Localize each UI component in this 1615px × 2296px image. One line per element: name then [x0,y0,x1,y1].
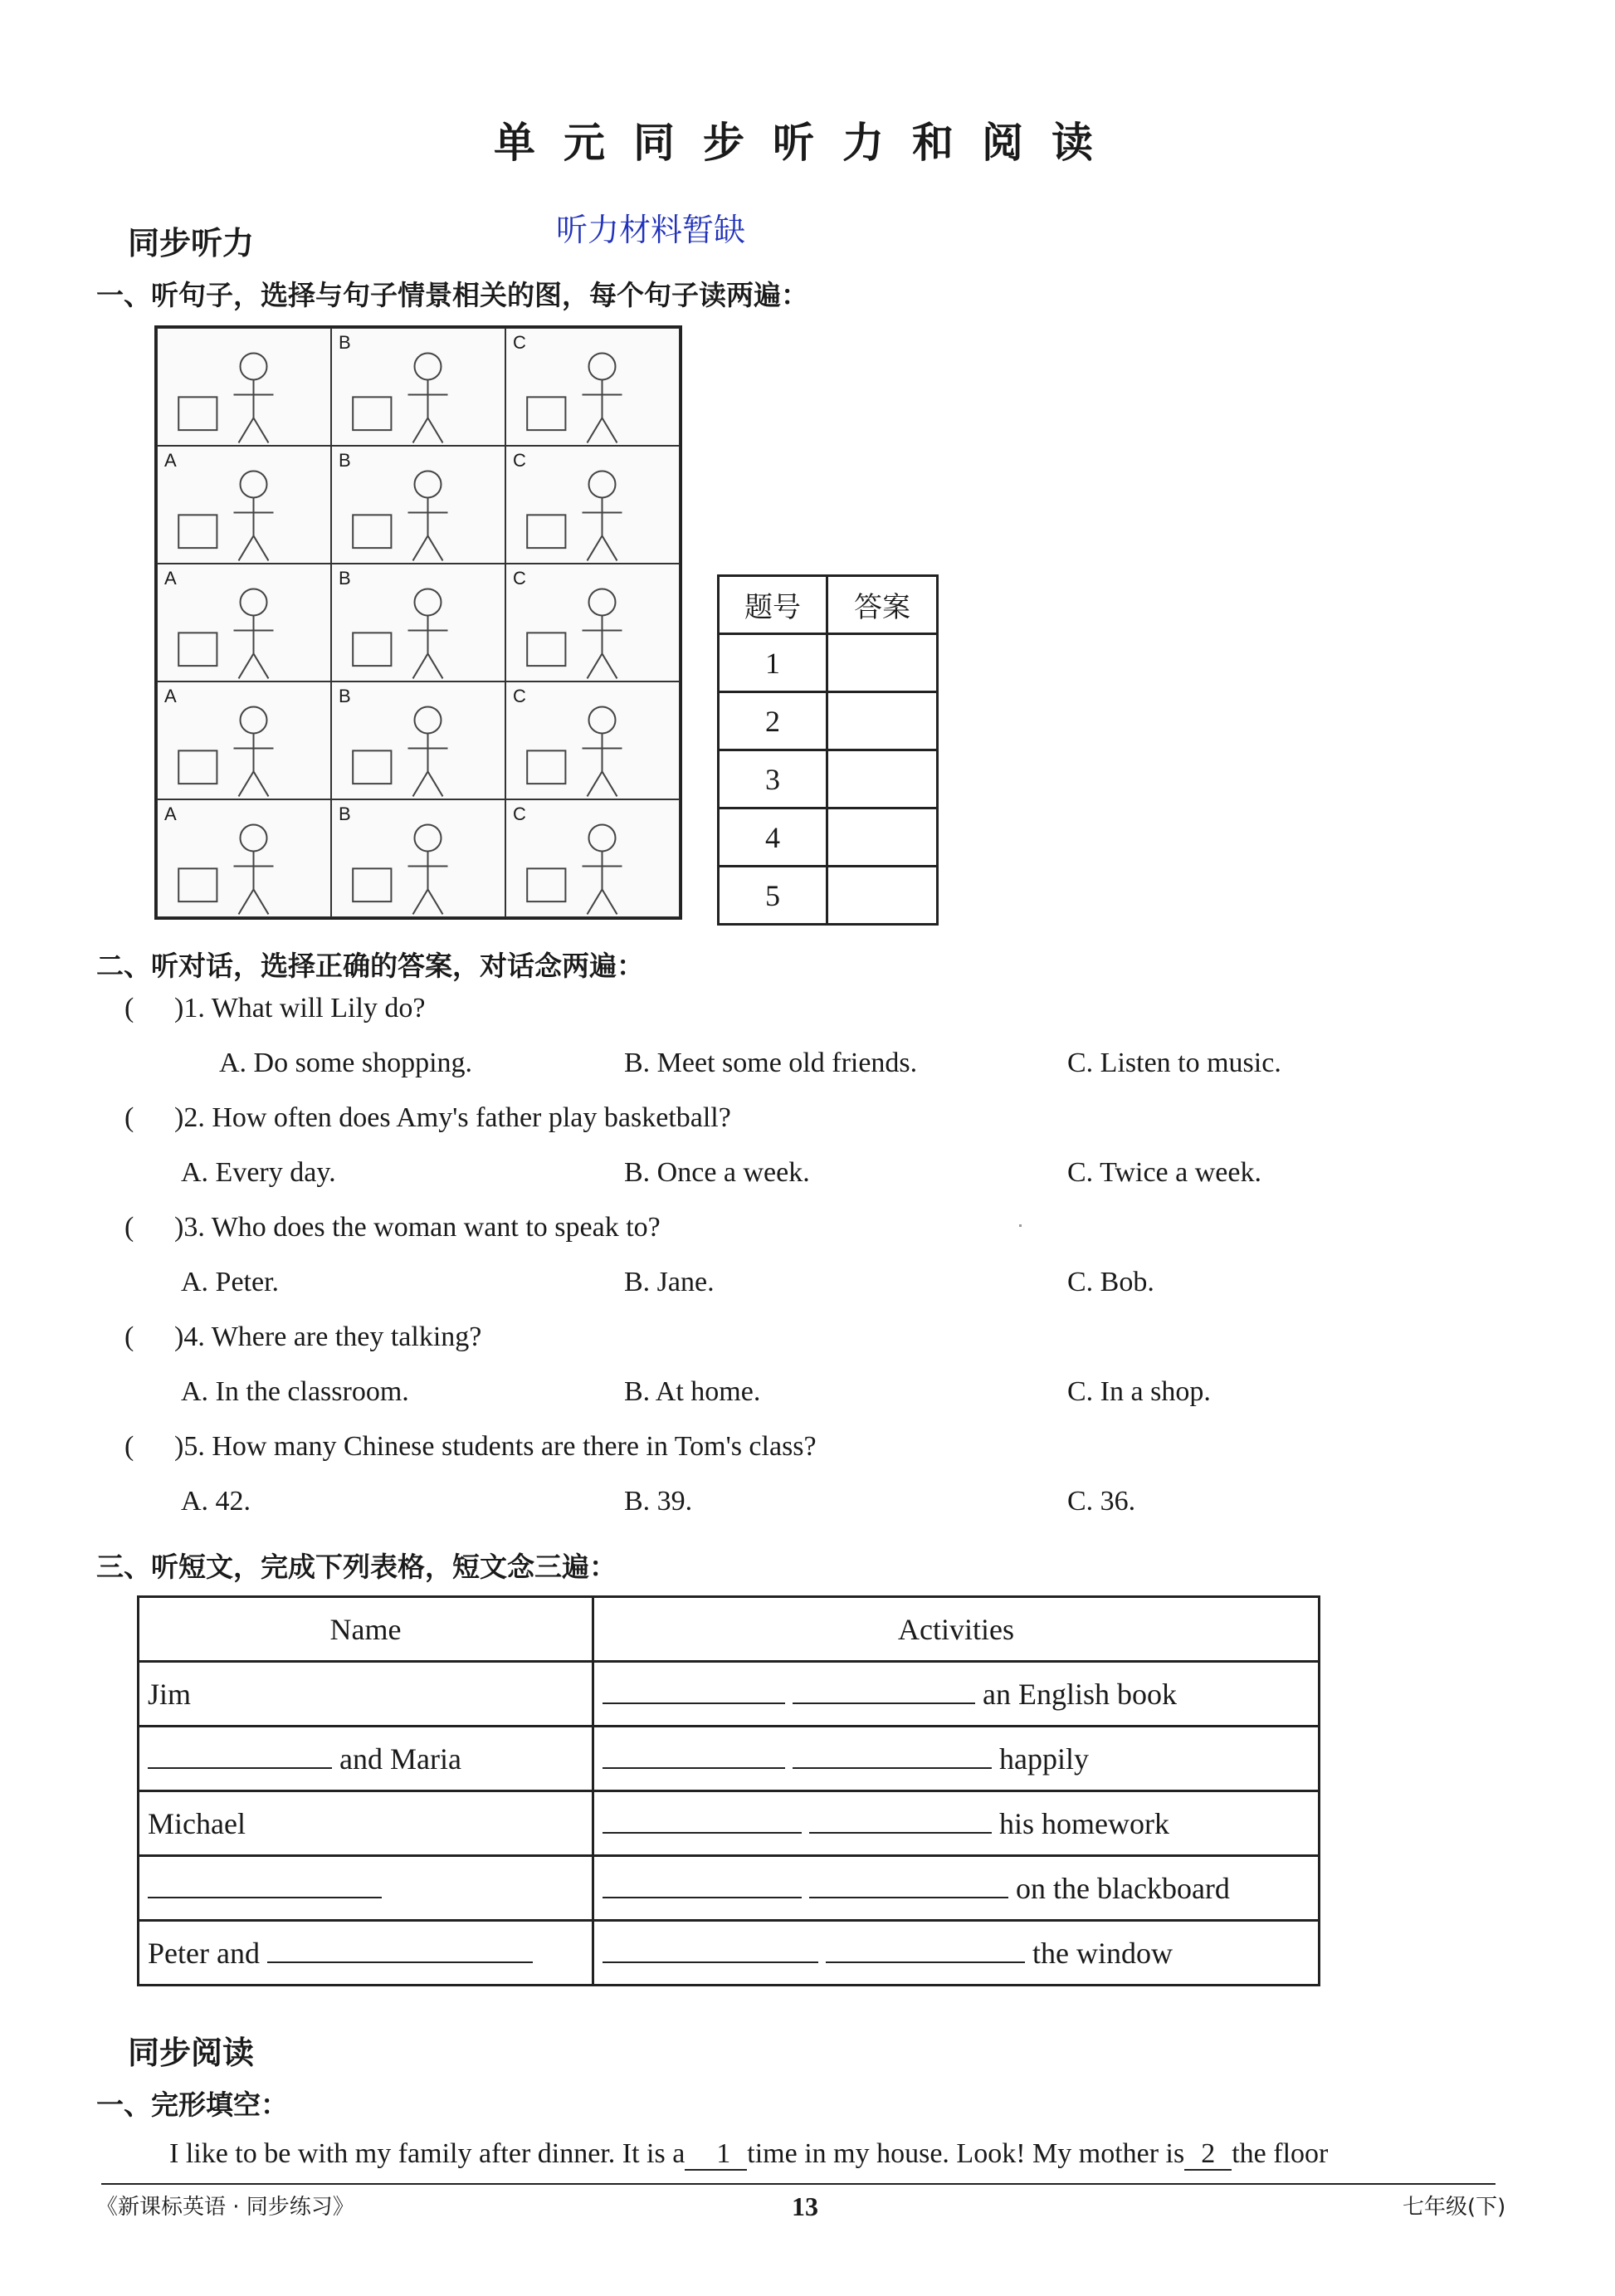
blank[interactable] [793,1679,975,1704]
blank[interactable] [267,1938,533,1963]
option-b[interactable]: B. Jane. [624,1267,715,1297]
option-a[interactable]: A. Do some shopping. [219,1048,473,1078]
picture-cell [505,681,680,799]
name-cell [139,1727,593,1791]
table-header-name: Name [139,1597,593,1662]
picture-option-letter: A [164,450,177,471]
name-text: Michael [148,1806,246,1840]
page-title: 单元同步听力和阅读 [494,119,1121,167]
answer-bracket[interactable]: ( [124,1321,134,1352]
part1-instruction: 一、听句子，选择与句子情景相关的图，每个句子读两遍： [96,279,808,311]
option-c[interactable]: C. 36. [1067,1486,1136,1517]
picture-cell [331,564,505,681]
scene-illustration [506,447,680,564]
blank[interactable] [148,1744,332,1769]
option-c[interactable]: C. Twice a week. [1067,1157,1261,1188]
picture-option-letter: A [164,686,177,706]
picture-cell [505,799,680,917]
picture-option-letter: C [513,332,526,353]
listening-heading: 同步听力 [128,225,255,261]
answer-bracket[interactable]: ( [124,1102,134,1133]
answer-cell[interactable] [827,867,938,925]
name-text: Jim [148,1677,192,1711]
scene-illustration [332,564,505,681]
question-text: )1. What will Lily do? [174,993,426,1023]
name-text: and Maria [339,1742,461,1776]
picture-cell [331,799,505,917]
answer-cell[interactable] [827,750,938,808]
passage-start: I like to be with my family after dinner. It is a [169,2138,686,2169]
option-c[interactable]: C. In a shop. [1067,1376,1211,1407]
question-text: )2. How often does Amy's father play basketball? [174,1102,731,1133]
blank[interactable] [793,1744,992,1769]
answer-table-header-number: 题号 [719,576,827,634]
scene-illustration [332,800,505,917]
picture-option-letter: B [339,568,351,589]
picture-cell [331,681,505,799]
option-c[interactable]: C. Bob. [1067,1267,1154,1297]
scene-illustration [332,447,505,564]
page-number: 13 [792,2191,818,2221]
answer-table [717,574,939,926]
activities-table [137,1595,1320,1986]
picture-option-letter: B [339,450,351,471]
picture-option-letter: A [164,804,177,824]
activity-cell [593,1921,1320,1986]
scene-illustration [158,329,331,446]
option-b[interactable]: B. At home. [624,1376,761,1407]
name-cell [139,1791,593,1856]
answer-number: 1 [719,634,827,692]
cloze-blank-2[interactable]: 2 [1184,2138,1232,2171]
blank[interactable] [603,1809,802,1834]
activity-cell [593,1856,1320,1921]
table-header-activities: Activities [593,1597,1320,1662]
picture-cell [157,799,331,917]
blank[interactable] [603,1744,785,1769]
picture-cell [505,446,680,564]
picture-cell [157,681,331,799]
scene-illustration [506,329,680,446]
name-cell [139,1921,593,1986]
scene-illustration [332,329,505,446]
scene-illustration [158,447,331,564]
missing-audio-note: 听力材料暂缺 [556,212,746,248]
option-b[interactable]: B. 39. [624,1486,693,1517]
answer-table-header-answer: 答案 [827,576,938,634]
activity-cell [593,1727,1320,1791]
cloze-blank-1[interactable]: 1 [685,2138,747,2171]
scene-illustration [506,682,680,799]
activity-cell [593,1662,1320,1727]
scene-illustration [506,564,680,681]
name-cell [139,1856,593,1921]
blank[interactable] [603,1938,818,1963]
scene-illustration [332,682,505,799]
part3-instruction: 三、听短文，完成下列表格，短文念三遍： [96,1551,617,1583]
option-a[interactable]: A. Peter. [181,1267,280,1297]
answer-number: 5 [719,867,827,925]
answer-cell[interactable] [827,808,938,867]
passage-end: the floor [1232,2138,1329,2169]
question-text: )3. Who does the woman want to speak to? [174,1212,661,1243]
option-b[interactable]: B. Once a week. [624,1157,810,1188]
activity-text: happily [999,1742,1089,1776]
blank[interactable] [603,1679,785,1704]
activity-text: his homework [999,1806,1169,1840]
activity-text: the window [1032,1936,1173,1970]
answer-cell[interactable] [827,692,938,750]
activity-cell [593,1791,1320,1856]
blank[interactable] [809,1873,1008,1898]
picture-cell [157,564,331,681]
part2-instruction: 二、听对话，选择正确的答案，对话念两遍： [96,950,644,982]
option-c[interactable]: C. Listen to music. [1067,1048,1281,1078]
picture-cell [157,328,331,446]
answer-number: 4 [719,808,827,867]
option-a[interactable]: A. In the classroom. [181,1376,409,1407]
answer-bracket[interactable]: ( [124,1431,134,1462]
picture-option-letter: B [339,804,351,824]
answer-number: 3 [719,750,827,808]
scene-illustration [158,800,331,917]
answer-bracket[interactable]: ( [124,1212,134,1243]
question-text: )4. Where are they talking? [174,1321,482,1352]
option-b[interactable]: B. Meet some old friends. [624,1048,918,1078]
picture-option-letter: B [339,686,351,706]
reading-heading: 同步阅读 [128,2035,255,2071]
option-a[interactable]: A. 42. [181,1486,251,1517]
picture-cell [157,446,331,564]
activity-text: an English book [983,1677,1177,1711]
blank[interactable] [809,1809,992,1834]
activity-text: on the blackboard [1016,1871,1230,1905]
answer-number: 2 [719,692,827,750]
picture-cell [505,328,680,446]
answer-cell[interactable] [827,634,938,692]
question-text: )5. How many Chinese students are there in Tom's class? [174,1431,817,1462]
picture-cell [331,446,505,564]
picture-cell [505,564,680,681]
footer-book-title: 《新课标英语 · 同步练习》 [96,2195,354,2220]
picture-option-letter: C [513,804,526,824]
picture-option-letter: C [513,450,526,471]
picture-cell [331,328,505,446]
footer-grade: 七年级(下) [1403,2195,1506,2220]
scene-illustration [158,564,331,681]
passage-mid: time in my house. Look! My mother is [747,2138,1185,2169]
scene-illustration [506,800,680,917]
name-cell [139,1662,593,1727]
picture-grid [154,325,682,920]
footer-divider [101,2183,1495,2185]
passage-line [169,2138,1328,2170]
picture-option-letter: C [513,686,526,706]
scene-illustration [158,682,331,799]
picture-option-letter: C [513,568,526,589]
blank[interactable] [148,1873,382,1898]
name-text: Peter and [148,1936,260,1970]
answer-bracket[interactable]: ( [124,993,134,1023]
picture-option-letter: B [339,332,351,353]
picture-option-letter: A [164,568,177,589]
speck [1019,1224,1022,1227]
blank[interactable] [603,1873,802,1898]
reading-part1-instruction: 一、完形填空： [96,2088,288,2121]
blank[interactable] [826,1938,1025,1963]
option-a[interactable]: A. Every day. [181,1157,336,1188]
